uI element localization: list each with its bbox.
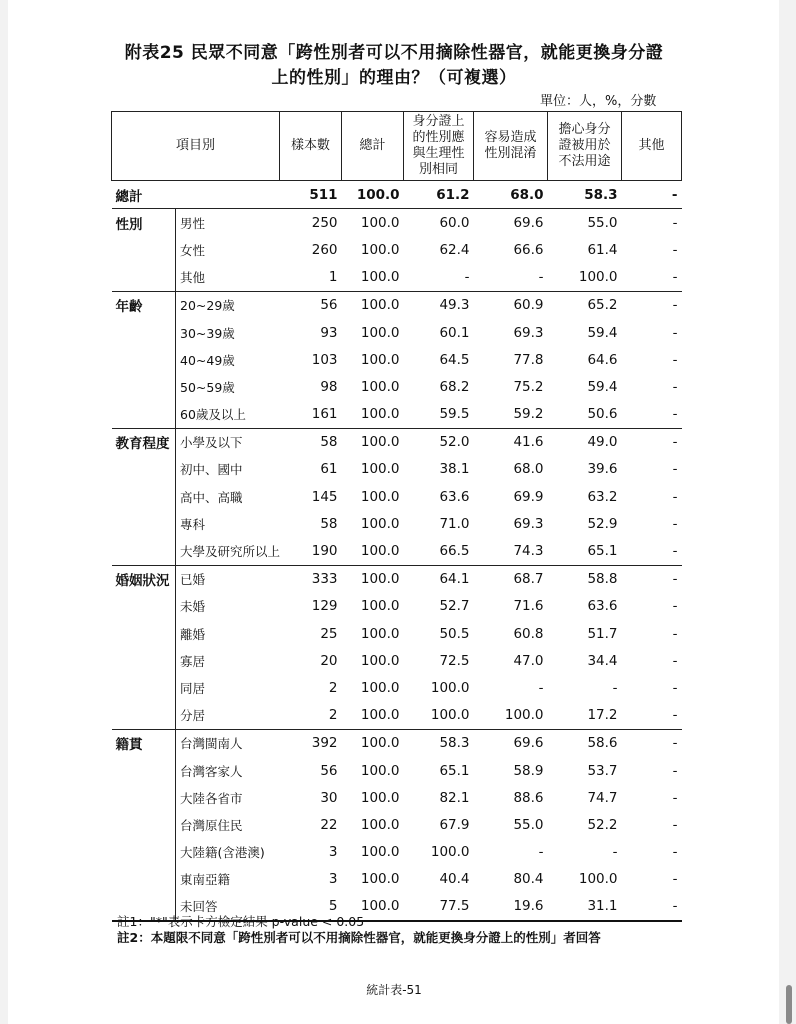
cell-c3: 100.0 xyxy=(578,871,618,888)
cell-total: 100.0 xyxy=(360,269,400,286)
cell-total: 100.0 xyxy=(360,515,400,532)
cell-n: 93 xyxy=(320,324,338,341)
cell-c2: 74.3 xyxy=(513,543,544,560)
cell-c3: 65.1 xyxy=(587,543,618,560)
cell-c2: 66.6 xyxy=(513,241,544,258)
cell-c2: 58.9 xyxy=(513,762,544,779)
note-1: 註1："*"表示卡方檢定結果 p-value < 0.05 xyxy=(117,914,365,929)
cell-c1: 40.4 xyxy=(439,871,470,888)
cell-c3: 51.7 xyxy=(587,625,618,642)
cell-c1: 63.6 xyxy=(439,488,470,505)
cell-n: 56 xyxy=(320,762,338,779)
row-label: 總計 xyxy=(112,181,280,209)
cell-c1: - xyxy=(464,269,470,286)
cell-total: 100.0 xyxy=(360,214,400,231)
unit-label: 單位：人，%，分數 xyxy=(540,94,657,109)
cell-c4: - xyxy=(672,351,678,368)
cell-total: 100.0 xyxy=(360,598,400,615)
cell-c1: 100.0 xyxy=(430,679,470,696)
cell-c3: - xyxy=(612,679,618,696)
group-label xyxy=(112,593,176,620)
table-row xyxy=(112,839,682,866)
row-label: 30~39歲 xyxy=(176,319,280,346)
table-row xyxy=(112,811,682,838)
cell-c4: - xyxy=(672,461,678,478)
row-label: 女性 xyxy=(176,236,280,263)
cell-c2: 59.2 xyxy=(513,406,544,423)
cell-total: 100.0 xyxy=(360,351,400,368)
group-label xyxy=(112,537,176,565)
cell-n: 2 xyxy=(328,679,338,696)
row-label: 60歲及以上 xyxy=(176,401,280,429)
cell-c4: - xyxy=(672,816,678,833)
cell-c2: 41.6 xyxy=(474,428,548,456)
row-label: 40~49歲 xyxy=(176,346,280,373)
cell-n: 22 xyxy=(320,816,338,833)
cell-c4: - xyxy=(672,515,678,532)
cell-c1: 50.5 xyxy=(439,625,470,642)
table-row xyxy=(112,537,682,565)
cell-total: 100.0 xyxy=(360,844,400,861)
cell-c3: 58.3 xyxy=(548,181,622,209)
cell-c2: - xyxy=(538,679,544,696)
cell-n: 392 xyxy=(280,729,342,757)
cell-c4: - xyxy=(672,324,678,341)
group-label xyxy=(112,647,176,674)
row-label: 大學及研究所以上 xyxy=(176,537,280,565)
cell-c2: 75.2 xyxy=(513,378,544,395)
cell-c4: - xyxy=(672,214,678,231)
cell-c1: 38.1 xyxy=(439,461,470,478)
table-title-line-2: 上的性別」的理由？（可複選） xyxy=(271,68,517,88)
cell-total: 100.0 xyxy=(360,871,400,888)
table-row xyxy=(112,209,682,237)
page-footer: 統計表-51 xyxy=(366,983,422,997)
cell-c3: 17.2 xyxy=(587,707,618,724)
cell-total: 100.0 xyxy=(360,324,400,341)
cell-total: 100.0 xyxy=(342,291,404,319)
cell-c2: 68.0 xyxy=(513,461,544,478)
table-row xyxy=(112,729,682,757)
cell-c2: 71.6 xyxy=(513,598,544,615)
cell-c4: - xyxy=(622,291,682,319)
group-label xyxy=(112,811,176,838)
cell-c4: - xyxy=(672,679,678,696)
cell-c4: - xyxy=(622,565,682,593)
notes xyxy=(117,914,601,946)
cell-n: 190 xyxy=(311,543,338,560)
cell-c1: 100.0 xyxy=(430,844,470,861)
cell-c3: 52.9 xyxy=(587,515,618,532)
cell-c2: 55.0 xyxy=(513,816,544,833)
cell-n: 20 xyxy=(320,652,338,669)
cell-n: 58 xyxy=(280,428,342,456)
cell-c3: 49.0 xyxy=(548,428,622,456)
table-row xyxy=(112,456,682,483)
cell-total: 100.0 xyxy=(360,241,400,258)
row-label: 大陸各省市 xyxy=(176,784,280,811)
cell-total: 100.0 xyxy=(360,707,400,724)
cell-total: 100.0 xyxy=(342,729,404,757)
header-item: 項目別 xyxy=(112,112,280,181)
table-row xyxy=(112,866,682,893)
table-row xyxy=(112,373,682,400)
table-row xyxy=(112,565,682,593)
cell-n: 61 xyxy=(320,461,338,478)
row-label: 其他 xyxy=(176,264,280,292)
row-label: 小學及以下 xyxy=(176,428,280,456)
cell-c2: 100.0 xyxy=(504,707,544,724)
header-c2: 容易造成性別混淆 xyxy=(474,112,548,181)
cell-c4: - xyxy=(672,598,678,615)
cell-c3: 63.6 xyxy=(587,598,618,615)
cell-n: 145 xyxy=(311,488,338,505)
table-title-line-1: 附表25 民眾不同意「跨性別者可以不用摘除性器官，就能更換身分證 xyxy=(124,43,664,63)
cell-c2: 69.6 xyxy=(474,729,548,757)
cell-c4: - xyxy=(622,729,682,757)
cell-total: 100.0 xyxy=(342,893,404,921)
cell-c4: - xyxy=(672,406,678,423)
cell-c4: - xyxy=(672,269,678,286)
cell-total: 100.0 xyxy=(360,488,400,505)
cell-c3: - xyxy=(612,844,618,861)
group-label xyxy=(112,757,176,784)
cell-c4: - xyxy=(672,378,678,395)
table-row xyxy=(112,291,682,319)
cell-c1: 64.5 xyxy=(439,351,470,368)
cell-n: 5 xyxy=(280,893,342,921)
row-label: 離婚 xyxy=(176,620,280,647)
cell-c2: - xyxy=(538,269,544,286)
table-header-row xyxy=(112,112,682,181)
cell-n: 58 xyxy=(320,515,338,532)
cell-c2: 88.6 xyxy=(513,789,544,806)
cell-c2: 69.9 xyxy=(513,488,544,505)
table-row-total xyxy=(112,181,682,209)
cell-c2: 80.4 xyxy=(513,871,544,888)
cell-c1: 65.1 xyxy=(439,762,470,779)
table-row xyxy=(112,674,682,701)
group-label xyxy=(112,264,176,292)
cell-total: 100.0 xyxy=(360,406,400,423)
group-label xyxy=(112,702,176,730)
cell-c4: - xyxy=(672,652,678,669)
cell-n: 129 xyxy=(311,598,338,615)
row-label: 寡居 xyxy=(176,647,280,674)
cell-c1: 67.9 xyxy=(439,816,470,833)
cell-c3: 53.7 xyxy=(587,762,618,779)
cell-c1: 72.5 xyxy=(439,652,470,669)
cell-total: 100.0 xyxy=(342,428,404,456)
cell-c1: 77.5 xyxy=(404,893,474,921)
table-row xyxy=(112,236,682,263)
cell-c1: 100.0 xyxy=(430,707,470,724)
cell-c1: 60.0 xyxy=(439,214,470,231)
cell-c3: 55.0 xyxy=(587,214,618,231)
cell-n: 260 xyxy=(311,241,338,258)
header-c4: 其他 xyxy=(622,112,682,181)
group-label xyxy=(112,346,176,373)
cell-c4: - xyxy=(672,488,678,505)
table-row xyxy=(112,593,682,620)
cell-n: 56 xyxy=(280,291,342,319)
cell-c3: 58.6 xyxy=(548,729,622,757)
cell-n: 1 xyxy=(328,269,338,286)
cell-c1: 61.2 xyxy=(404,181,474,209)
row-label: 20~29歲 xyxy=(176,291,280,319)
cell-n: 103 xyxy=(311,351,338,368)
cell-c4: - xyxy=(622,893,682,921)
table-row xyxy=(112,510,682,537)
row-label: 台灣原住民 xyxy=(176,811,280,838)
cell-total: 100.0 xyxy=(360,625,400,642)
cell-c4: - xyxy=(672,543,678,560)
table-row xyxy=(112,428,682,456)
cell-c3: 100.0 xyxy=(578,269,618,286)
row-label: 東南亞籍 xyxy=(176,866,280,893)
row-label: 未回答 xyxy=(176,893,280,921)
cell-c1: 49.3 xyxy=(404,291,474,319)
cell-n: 2 xyxy=(328,707,338,724)
cell-c3: 52.2 xyxy=(587,816,618,833)
group-label: 籍貫 xyxy=(112,729,176,757)
cell-c4: - xyxy=(672,625,678,642)
group-label xyxy=(112,510,176,537)
table-row xyxy=(112,620,682,647)
cell-c2: 68.7 xyxy=(474,565,548,593)
row-label: 同居 xyxy=(176,674,280,701)
cell-n: 333 xyxy=(280,565,342,593)
cell-c2: 19.6 xyxy=(474,893,548,921)
group-label: 年齡 xyxy=(112,291,176,319)
row-label: 台灣閩南人 xyxy=(176,729,280,757)
cell-total: 100.0 xyxy=(360,461,400,478)
scrollbar-track[interactable] xyxy=(780,0,796,1024)
cell-c4: - xyxy=(672,707,678,724)
cell-n: 3 xyxy=(328,844,338,861)
cell-c4: - xyxy=(672,789,678,806)
cell-c3: 59.4 xyxy=(587,324,618,341)
cell-n: 25 xyxy=(320,625,338,642)
row-label: 已婚 xyxy=(176,565,280,593)
group-label: 教育程度 xyxy=(112,428,176,456)
table-row xyxy=(112,647,682,674)
note-2: 註2：本題限不同意「跨性別者可以不用摘除性器官，就能更換身分證上的性別」者回答 xyxy=(117,930,601,945)
cell-c3: 65.2 xyxy=(548,291,622,319)
group-label xyxy=(112,401,176,429)
cell-total: 100.0 xyxy=(360,816,400,833)
cell-c1: 68.2 xyxy=(439,378,470,395)
cell-c1: 64.1 xyxy=(404,565,474,593)
cell-n: 98 xyxy=(320,378,338,395)
cell-total: 100.0 xyxy=(360,652,400,669)
cell-c3: 74.7 xyxy=(587,789,618,806)
cell-n: 30 xyxy=(320,789,338,806)
cell-c1: 71.0 xyxy=(439,515,470,532)
header-sample: 樣本數 xyxy=(280,112,342,181)
group-label xyxy=(112,620,176,647)
header-c3: 擔心身分證被用於不法用途 xyxy=(548,112,622,181)
table-body xyxy=(112,181,682,922)
row-label: 專科 xyxy=(176,510,280,537)
cell-c4: - xyxy=(672,762,678,779)
group-label xyxy=(112,784,176,811)
cell-c2: - xyxy=(538,844,544,861)
cell-c3: 61.4 xyxy=(587,241,618,258)
cell-c3: 39.6 xyxy=(587,461,618,478)
cell-n: 161 xyxy=(311,406,338,423)
row-label: 高中、高職 xyxy=(176,483,280,510)
table-row xyxy=(112,757,682,784)
row-label: 大陸籍(含港澳) xyxy=(176,839,280,866)
group-label: 婚姻狀況 xyxy=(112,565,176,593)
group-label xyxy=(112,483,176,510)
cell-total: 100.0 xyxy=(360,762,400,779)
group-label xyxy=(112,456,176,483)
cell-c3: 58.8 xyxy=(548,565,622,593)
cell-c2: 69.3 xyxy=(513,515,544,532)
cell-c2: 60.8 xyxy=(513,625,544,642)
cell-c1: 82.1 xyxy=(439,789,470,806)
row-label: 未婚 xyxy=(176,593,280,620)
cell-total: 100.0 xyxy=(342,565,404,593)
cell-n: 3 xyxy=(328,871,338,888)
cell-total: 100.0 xyxy=(342,181,404,209)
cell-c2: 77.8 xyxy=(513,351,544,368)
cell-c4: - xyxy=(672,241,678,258)
cell-c3: 31.1 xyxy=(548,893,622,921)
row-label: 台灣客家人 xyxy=(176,757,280,784)
cell-c1: 58.3 xyxy=(404,729,474,757)
cell-n: 250 xyxy=(311,214,338,231)
cell-c1: 52.7 xyxy=(439,598,470,615)
cell-c2: 68.0 xyxy=(474,181,548,209)
cell-c2: 47.0 xyxy=(513,652,544,669)
cell-c4: - xyxy=(622,428,682,456)
cell-c1: 60.1 xyxy=(439,324,470,341)
table-row xyxy=(112,702,682,730)
group-label: 性別 xyxy=(115,216,143,233)
header-total: 總計 xyxy=(342,112,404,181)
cell-total: 100.0 xyxy=(360,679,400,696)
cell-total: 100.0 xyxy=(360,543,400,560)
cell-c1: 59.5 xyxy=(439,406,470,423)
group-label xyxy=(112,373,176,400)
cell-c4: - xyxy=(622,181,682,209)
cell-c3: 34.4 xyxy=(587,652,618,669)
table-row xyxy=(112,784,682,811)
row-label: 男性 xyxy=(176,209,280,237)
cell-n: 511 xyxy=(280,181,342,209)
cell-c1: 52.0 xyxy=(404,428,474,456)
table-row xyxy=(112,264,682,292)
cell-c1: 62.4 xyxy=(439,241,470,258)
cell-c4: - xyxy=(672,844,678,861)
group-label xyxy=(112,319,176,346)
cell-total: 100.0 xyxy=(360,378,400,395)
group-label xyxy=(112,866,176,893)
cell-c2: 60.9 xyxy=(474,291,548,319)
cell-c2: 69.6 xyxy=(513,214,544,231)
cell-c3: 59.4 xyxy=(587,378,618,395)
table-row xyxy=(112,483,682,510)
cell-c3: 50.6 xyxy=(587,406,618,423)
table-row xyxy=(112,346,682,373)
cell-c2: 69.3 xyxy=(513,324,544,341)
row-label: 50~59歲 xyxy=(176,373,280,400)
cell-c4: - xyxy=(672,871,678,888)
group-label xyxy=(112,839,176,866)
statistics-table xyxy=(111,111,682,922)
cell-total: 100.0 xyxy=(360,789,400,806)
row-label: 初中、國中 xyxy=(176,456,280,483)
group-label xyxy=(112,236,176,263)
group-label xyxy=(112,674,176,701)
table-row xyxy=(112,319,682,346)
cell-c3: 63.2 xyxy=(587,488,618,505)
table-row xyxy=(112,401,682,429)
cell-c3: 64.6 xyxy=(587,351,618,368)
row-label: 分居 xyxy=(176,702,280,730)
cell-c1: 66.5 xyxy=(439,543,470,560)
header-c1: 身分證上的性別應與生理性別相同 xyxy=(404,112,474,181)
